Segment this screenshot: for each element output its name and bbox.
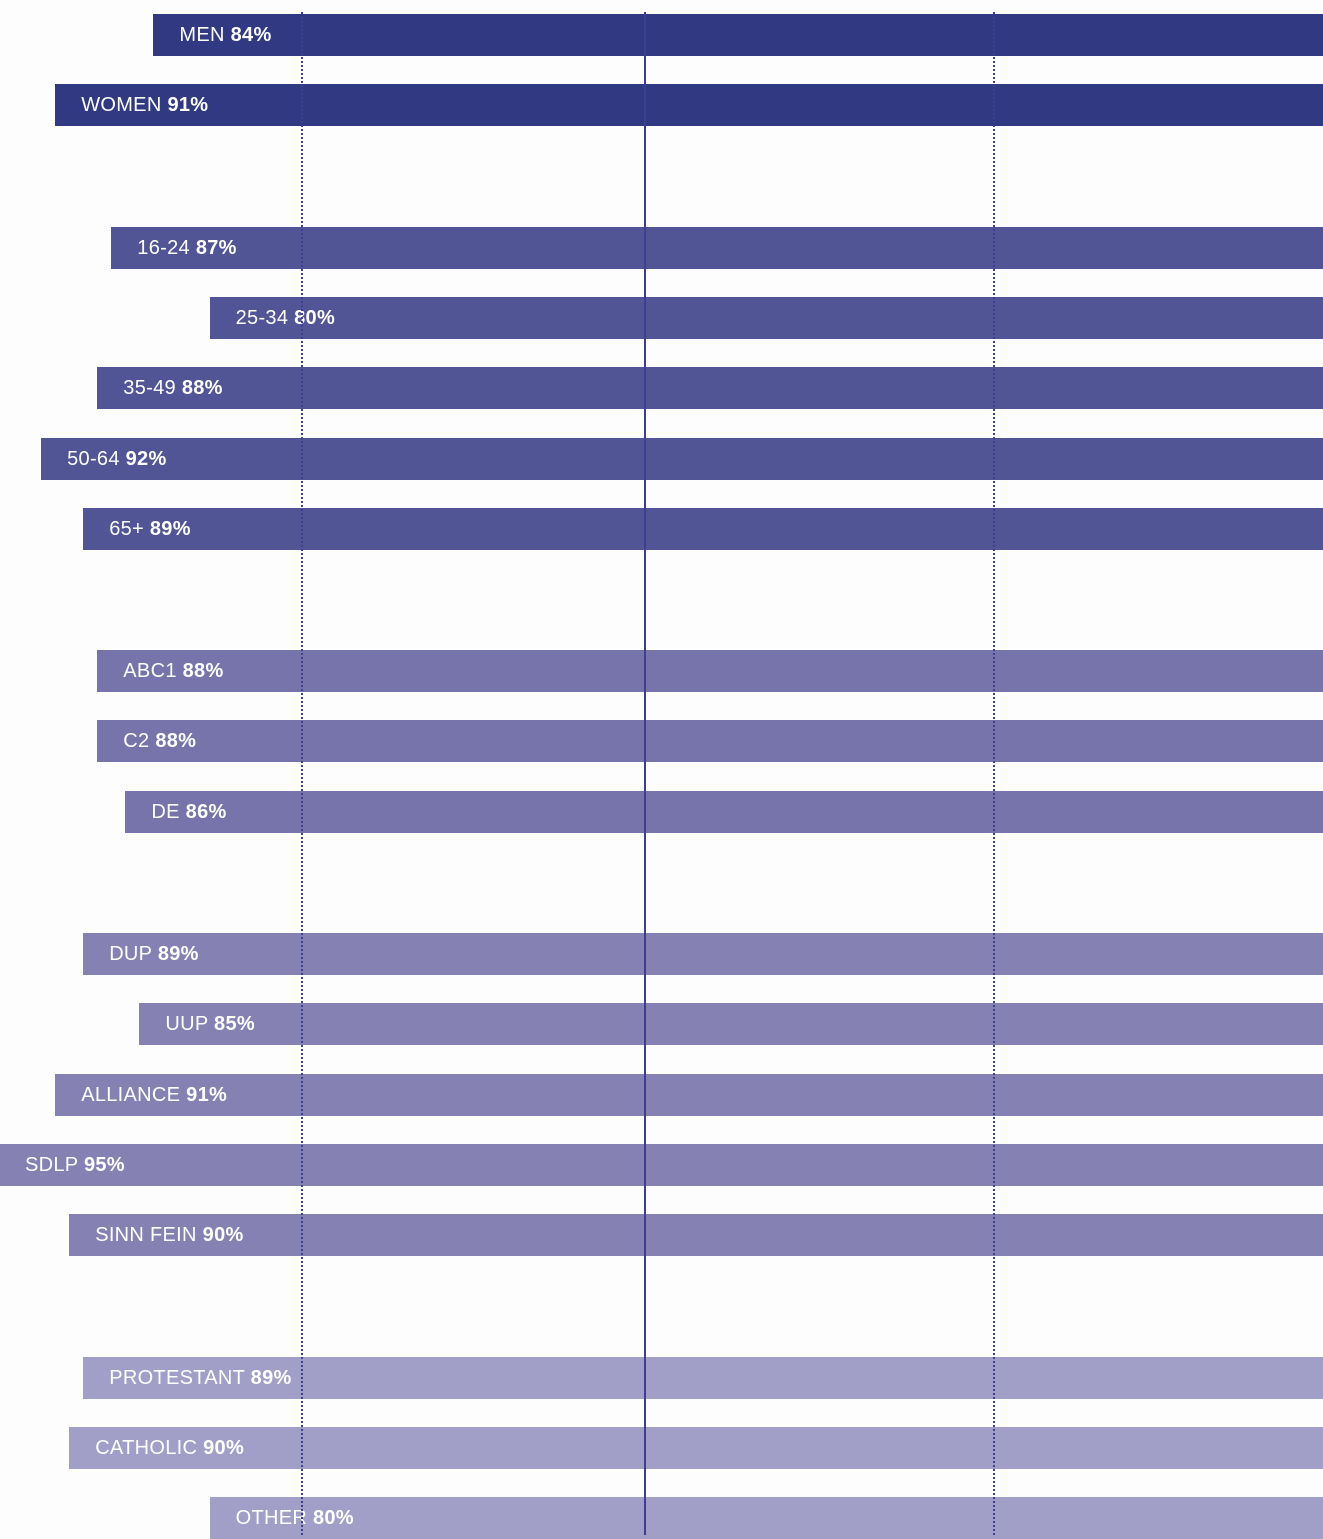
bar-value-label: 84% (230, 24, 272, 46)
bar-65- (83, 508, 1323, 550)
bar-category-label: PROTESTANT (109, 1366, 245, 1389)
bar-label (67, 438, 166, 480)
bar-label (95, 1214, 243, 1256)
bar-label (81, 84, 208, 126)
bar-category-label: 50-64 (67, 447, 120, 470)
bar-category-label: SDLP (25, 1153, 79, 1176)
bar-16-24 (111, 227, 1323, 269)
bar-women (55, 84, 1323, 126)
bar-category-label: 35-49 (123, 377, 176, 400)
guide-line-left (301, 12, 303, 1535)
bar-category-label: OTHER (235, 1507, 308, 1530)
bar-category-label: 16-24 (137, 236, 190, 259)
bar-value-label: 90% (202, 1224, 244, 1247)
bar-alliance (55, 1074, 1323, 1116)
bar-uup (139, 1003, 1323, 1045)
bar-value-label: 91% (167, 94, 209, 117)
bar-de (125, 791, 1323, 833)
bar-value-label: 80% (312, 1507, 354, 1530)
bar-label (109, 933, 199, 975)
bar-value-label: 95% (83, 1153, 125, 1176)
bar-value-label: 90% (203, 1436, 245, 1459)
bar-value-label: 89% (250, 1366, 292, 1389)
guide-line-right (993, 12, 995, 1535)
bar-sinn-fein (69, 1214, 1323, 1256)
bar-category-label: ABC1 (123, 660, 177, 683)
bar-25-34 (210, 297, 1323, 339)
bar-category-label: DE (151, 800, 180, 823)
bar-label (137, 227, 236, 269)
bar-value-label: 88% (155, 730, 197, 753)
bar-category-label: DUP (109, 943, 152, 965)
bar-c2 (97, 720, 1323, 762)
bar-value-label: 88% (181, 377, 223, 400)
bar-label (25, 1144, 125, 1186)
bar-value-label: 87% (195, 236, 237, 259)
bar-label (151, 791, 226, 833)
bar-35-49 (97, 367, 1323, 409)
bar-other (210, 1497, 1323, 1539)
bar-label (123, 650, 223, 692)
bar-dup (83, 933, 1323, 975)
bar-value-label: 89% (149, 517, 191, 540)
bar-label (123, 720, 196, 762)
bar-category-label: CATHOLIC (95, 1436, 198, 1459)
bar-category-label: UUP (165, 1013, 209, 1036)
bar-category-label: SINN FEIN (95, 1224, 197, 1247)
bar-value-label: 80% (294, 306, 336, 329)
bar-value-label: 91% (186, 1083, 228, 1106)
bar-value-label: 86% (185, 800, 227, 823)
bar-category-label: ALLIANCE (81, 1083, 181, 1106)
bar-protestant (83, 1357, 1323, 1399)
bar-value-label: 88% (182, 660, 224, 683)
bar-label (236, 1497, 354, 1539)
bar-label (109, 508, 191, 550)
bar-label (179, 14, 271, 56)
bar-category-label: MEN (179, 24, 225, 46)
bar-label (123, 367, 222, 409)
bar-catholic (69, 1427, 1323, 1469)
bar-category-label: 25-34 (235, 306, 289, 329)
guide-line-center (644, 12, 646, 1535)
bar-label (81, 1074, 227, 1116)
bar-category-label: 65+ (109, 517, 145, 540)
bar-sdlp (0, 1144, 1323, 1186)
bar-men (153, 14, 1323, 56)
bar-category-label: C2 (123, 730, 150, 753)
bar-abc1 (97, 650, 1323, 692)
bar-value-label: 89% (157, 943, 199, 965)
bar-value-label: 85% (214, 1013, 255, 1036)
bar-label (95, 1427, 244, 1469)
bar-50-64 (41, 438, 1323, 480)
bar-label (109, 1357, 291, 1399)
bar-label (165, 1003, 255, 1045)
bar-category-label: WOMEN (81, 94, 162, 117)
bar-label (236, 297, 335, 339)
bar-value-label: 92% (125, 447, 167, 470)
